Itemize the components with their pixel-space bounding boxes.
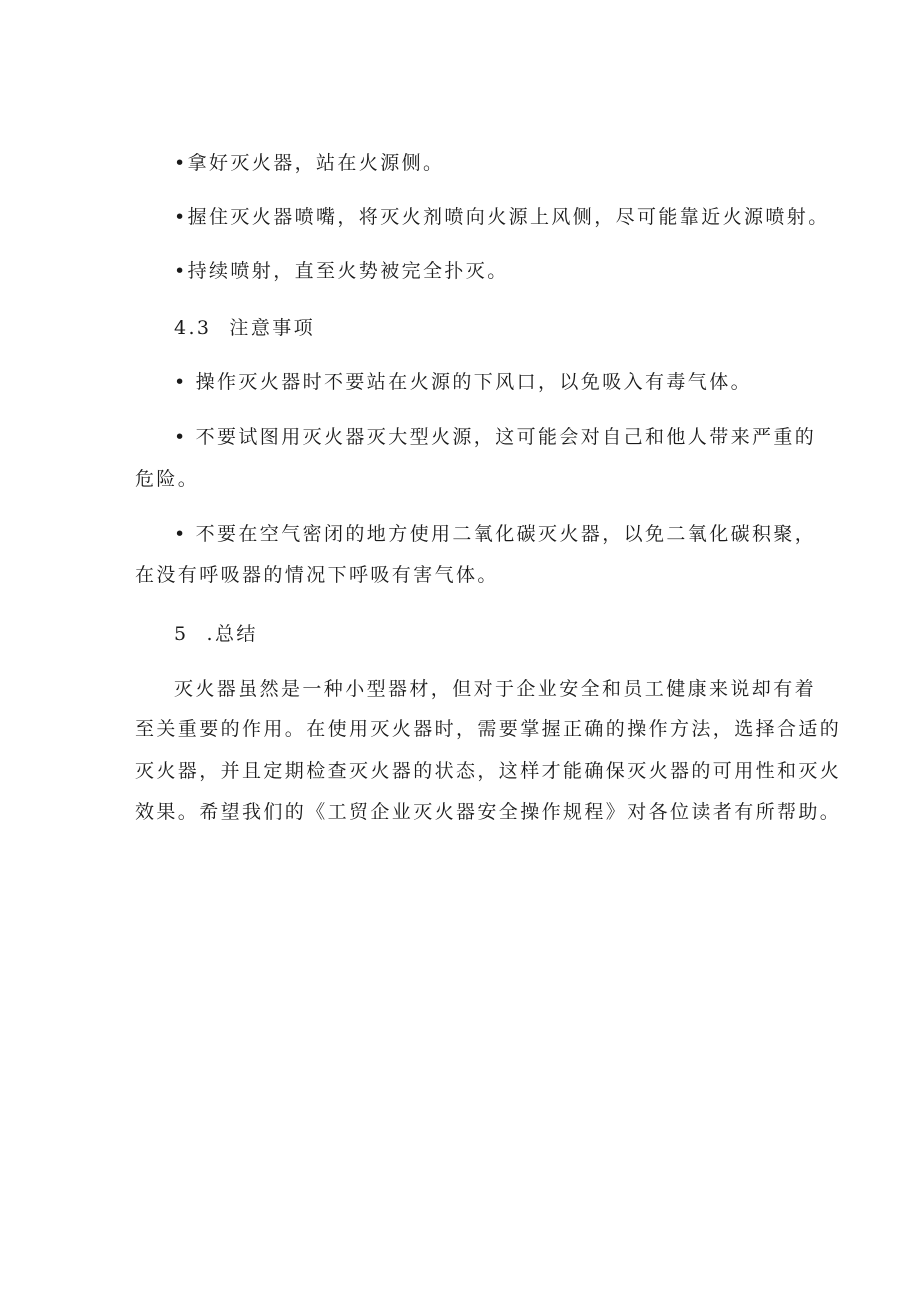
section-title: 注意事项 bbox=[229, 317, 316, 339]
section-title: .总结 bbox=[206, 623, 258, 645]
note-text-continuation: 在没有呼吸器的情况下呼吸有害气体。 bbox=[135, 564, 499, 586]
summary-line: 灭火器虽然是一种小型器材，但对于企业安全和员工健康来说却有着 bbox=[174, 678, 817, 700]
step-item: •握住灭火器喷嘴，将灭火剂喷向火源上风侧，尽可能靠近火源喷射。 bbox=[174, 206, 830, 228]
note-text-continuation: 危险。 bbox=[135, 468, 200, 490]
note-text: 不要在空气密闭的地方使用二氧化碳灭火器，以免二氧化碳积聚， bbox=[195, 523, 817, 545]
note-item bbox=[174, 426, 816, 448]
note-item bbox=[174, 371, 752, 393]
bullet-icon: • bbox=[174, 371, 188, 393]
section-heading-4-3 bbox=[174, 317, 315, 339]
section-heading-5 bbox=[174, 623, 258, 645]
note-text: 不要试图用灭火器灭大型火源，这可能会对自己和他人带来严重的 bbox=[195, 426, 817, 448]
section-number: 5 bbox=[174, 623, 189, 645]
summary-line: 至关重要的作用。在使用灭火器时，需要掌握正确的操作方法，选择合适的 bbox=[135, 718, 842, 740]
section-number: 4.3 bbox=[174, 317, 212, 339]
bullet-icon: • bbox=[174, 426, 188, 448]
summary-line: 灭火器，并且定期检查灭火器的状态，这样才能确保灭火器的可用性和灭火 bbox=[135, 760, 842, 782]
step-item: •拿好灭火器，站在火源侧。 bbox=[174, 152, 445, 174]
bullet-icon: • bbox=[174, 523, 188, 545]
summary-line: 效果。希望我们的《工贸企业灭火器安全操作规程》对各位读者有所帮助。 bbox=[135, 801, 842, 823]
note-text: 操作灭火器时不要站在火源的下风口，以免吸入有毒气体。 bbox=[195, 371, 753, 393]
note-item bbox=[174, 523, 816, 545]
step-item: •持续喷射，直至火势被完全扑灭。 bbox=[174, 260, 509, 282]
